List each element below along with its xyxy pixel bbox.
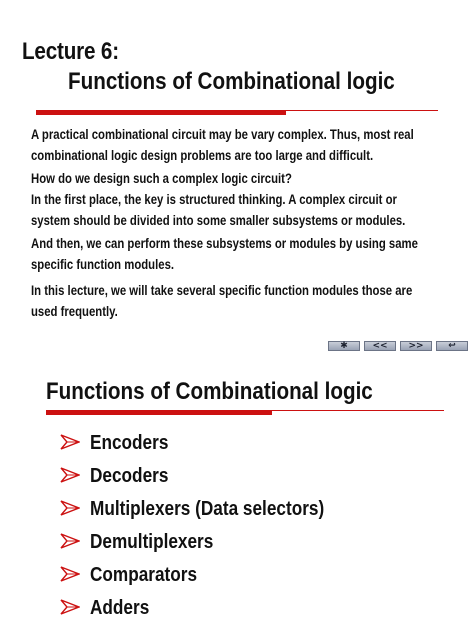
paragraph-line: In the first place, the key is structured thinking. A complex circuit or	[31, 191, 397, 207]
section-underline-thin	[272, 410, 444, 411]
arrow-bullet-icon	[60, 467, 80, 483]
paragraph-line: combinational logic design problems are too large and difficult.	[31, 147, 374, 163]
arrow-bullet-icon	[60, 566, 80, 582]
paragraph-line: How do we design such a complex logic circuit?	[31, 170, 292, 186]
nav-next-button[interactable]: >>	[400, 341, 432, 351]
section-underline-thick	[46, 410, 272, 415]
paragraph-line: In this lecture, we will take several specific function modules those are	[31, 282, 413, 298]
paragraph-line: And then, we can perform these subsystems or modules by using same	[31, 235, 418, 251]
list-item-label: Encoders	[90, 432, 169, 454]
paragraph-line: system should be divided into some smaller subsystems or modules.	[31, 212, 406, 228]
paragraph-line: used frequently.	[31, 303, 118, 319]
nav-home-button[interactable]: ✱	[328, 341, 360, 351]
arrow-bullet-icon	[60, 434, 80, 450]
title-underline-thin	[286, 110, 438, 111]
slide-title-line-2: Functions of Combinational logic	[68, 68, 395, 95]
paragraph-line: specific function modules.	[31, 256, 175, 272]
list-item-label: Decoders	[90, 465, 169, 487]
section-title: Functions of Combinational logic	[46, 378, 373, 405]
paragraph-line: A practical combinational circuit may be vary complex. Thus, most real	[31, 126, 414, 142]
list-item-label: Multiplexers (Data selectors)	[90, 498, 325, 520]
list-item-label: Adders	[90, 597, 150, 619]
slide-title-line-1: Lecture 6:	[22, 38, 119, 65]
list-item-label: Comparators	[90, 564, 198, 586]
arrow-bullet-icon	[60, 533, 80, 549]
nav-back-button[interactable]: ↩	[436, 341, 468, 351]
arrow-bullet-icon	[60, 500, 80, 516]
arrow-bullet-icon	[60, 599, 80, 615]
list-item-label: Demultiplexers	[90, 531, 214, 553]
slide-functions-list	[0, 360, 474, 632]
title-underline-thick	[36, 110, 286, 115]
nav-prev-button[interactable]: <<	[364, 341, 396, 351]
